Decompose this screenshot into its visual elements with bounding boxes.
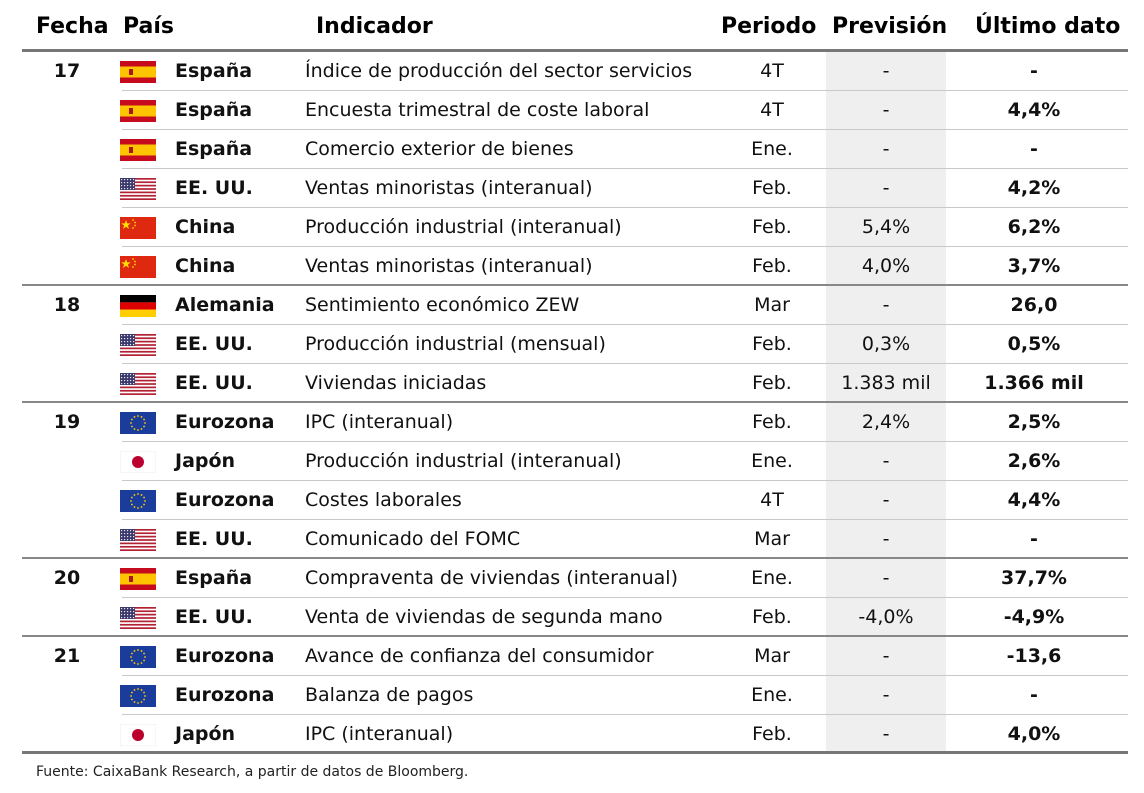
table-header xyxy=(0,0,1144,50)
cell-fecha xyxy=(34,676,100,715)
cell-prevision: - xyxy=(882,177,890,199)
cell-pais: Eurozona xyxy=(175,489,275,511)
cell-ultimo-dato: 4,4% xyxy=(1007,99,1061,121)
eu-flag-icon xyxy=(120,412,156,434)
cell-periodo: Ene. xyxy=(751,684,793,706)
cell-prevision: 1.383 mil xyxy=(841,372,931,394)
cell-prevision: - xyxy=(882,138,890,160)
cell-prevision: 0,3% xyxy=(861,333,911,355)
cell-indicador: Avance de confianza del consumidor xyxy=(305,645,654,667)
header-indicador: Indicador xyxy=(316,14,433,39)
cell-indicador: Comunicado del FOMC xyxy=(305,528,521,550)
cell-indicador: Índice de producción del sector servicios xyxy=(305,60,693,82)
cell-periodo: Feb. xyxy=(752,216,792,238)
table-row xyxy=(22,481,1128,520)
cell-periodo: Mar xyxy=(754,528,790,550)
spain-flag-icon xyxy=(120,139,156,161)
china-flag-icon xyxy=(120,217,156,239)
cell-ultimo-dato: 26,0 xyxy=(1010,294,1058,316)
cell-prevision: - xyxy=(882,489,890,511)
cell-fecha xyxy=(34,442,100,481)
cell-periodo: 4T xyxy=(760,99,784,121)
cell-fecha: 18 xyxy=(53,294,81,316)
cell-pais: China xyxy=(175,216,236,238)
cell-periodo: Mar xyxy=(754,294,790,316)
cell-prevision: - xyxy=(882,567,890,589)
spain-flag-icon xyxy=(120,61,156,83)
cell-indicador: Ventas minoristas (interanual) xyxy=(305,177,593,199)
cell-ultimo-dato: - xyxy=(1030,138,1038,160)
cell-pais: España xyxy=(175,99,253,121)
usa-flag-icon xyxy=(120,373,156,395)
cell-indicador: Producción industrial (interanual) xyxy=(305,450,622,472)
cell-periodo: Ene. xyxy=(751,138,793,160)
header-pais: País xyxy=(123,14,175,39)
cell-fecha xyxy=(34,520,100,559)
spain-flag-icon xyxy=(120,568,156,590)
cell-periodo: Feb. xyxy=(752,606,792,628)
cell-pais: Eurozona xyxy=(175,684,275,706)
cell-ultimo-dato: 0,5% xyxy=(1007,333,1061,355)
cell-fecha xyxy=(34,715,100,754)
cell-indicador: Venta de viviendas de segunda mano xyxy=(305,606,663,628)
cell-indicador: Sentimiento económico ZEW xyxy=(305,294,580,316)
cell-fecha xyxy=(34,598,100,637)
cell-indicador: Encuesta trimestral de coste laboral xyxy=(305,99,650,121)
cell-fecha xyxy=(34,169,100,208)
cell-prevision: -4,0% xyxy=(858,606,914,628)
cell-indicador: IPC (interanual) xyxy=(305,723,454,745)
source-footnote: Fuente: CaixaBank Research, a partir de datos de Bloomberg. xyxy=(36,764,469,780)
cell-prevision: - xyxy=(882,528,890,550)
cell-fecha: 17 xyxy=(53,60,81,82)
cell-pais: EE. UU. xyxy=(175,333,253,355)
cell-prevision: - xyxy=(882,294,890,316)
cell-prevision: - xyxy=(882,645,890,667)
cell-fecha xyxy=(34,91,100,130)
cell-ultimo-dato: 4,0% xyxy=(1007,723,1061,745)
cell-periodo: 4T xyxy=(760,60,784,82)
cell-periodo: Feb. xyxy=(752,372,792,394)
cell-indicador: Viviendas iniciadas xyxy=(305,372,487,394)
header-ultimo-dato: Último dato xyxy=(975,14,1121,39)
cell-indicador: IPC (interanual) xyxy=(305,411,454,433)
cell-fecha: 20 xyxy=(53,567,81,589)
cell-indicador: Comercio exterior de bienes xyxy=(305,138,574,160)
cell-prevision: 4,0% xyxy=(861,255,911,277)
cell-periodo: Feb. xyxy=(752,411,792,433)
cell-prevision: - xyxy=(882,684,890,706)
table-row xyxy=(22,403,1128,442)
cell-fecha xyxy=(34,130,100,169)
china-flag-icon xyxy=(120,256,156,278)
table-row xyxy=(22,91,1128,130)
cell-indicador: Balanza de pagos xyxy=(305,684,474,706)
table-row xyxy=(22,130,1128,169)
table-row xyxy=(22,364,1128,403)
cell-pais: España xyxy=(175,567,253,589)
cell-ultimo-dato: 37,7% xyxy=(1001,567,1067,589)
cell-fecha: 21 xyxy=(53,645,81,667)
cell-pais: China xyxy=(175,255,236,277)
cell-prevision: - xyxy=(882,723,890,745)
cell-ultimo-dato: - xyxy=(1030,528,1038,550)
row-separator xyxy=(22,751,1128,754)
cell-fecha xyxy=(34,481,100,520)
cell-periodo: Ene. xyxy=(751,567,793,589)
usa-flag-icon xyxy=(120,529,156,551)
cell-fecha xyxy=(34,364,100,403)
table-row xyxy=(22,52,1128,91)
spain-flag-icon xyxy=(120,100,156,122)
cell-periodo: Ene. xyxy=(751,450,793,472)
cell-ultimo-dato: 4,2% xyxy=(1007,177,1061,199)
cell-periodo: Feb. xyxy=(752,723,792,745)
cell-pais: EE. UU. xyxy=(175,606,253,628)
germany-flag-icon xyxy=(120,295,156,317)
cell-ultimo-dato: 6,2% xyxy=(1007,216,1061,238)
cell-pais: Japón xyxy=(175,723,236,745)
cell-prevision: - xyxy=(882,99,890,121)
cell-periodo: Feb. xyxy=(752,333,792,355)
cell-ultimo-dato: 3,7% xyxy=(1007,255,1061,277)
table-row xyxy=(22,715,1128,754)
cell-periodo: Feb. xyxy=(752,255,792,277)
cell-indicador: Producción industrial (interanual) xyxy=(305,216,622,238)
cell-fecha xyxy=(34,247,100,286)
cell-pais: Eurozona xyxy=(175,645,275,667)
header-periodo: Periodo xyxy=(721,14,817,39)
cell-ultimo-dato: - xyxy=(1030,684,1038,706)
cell-pais: EE. UU. xyxy=(175,372,253,394)
table-row xyxy=(22,169,1128,208)
cell-prevision: 2,4% xyxy=(861,411,911,433)
cell-ultimo-dato: -13,6 xyxy=(1006,645,1062,667)
cell-ultimo-dato: 2,6% xyxy=(1007,450,1061,472)
usa-flag-icon xyxy=(120,607,156,629)
eu-flag-icon xyxy=(120,490,156,512)
table-row xyxy=(22,208,1128,247)
table-row xyxy=(22,598,1128,637)
cell-indicador: Ventas minoristas (interanual) xyxy=(305,255,593,277)
cell-fecha: 19 xyxy=(53,411,81,433)
cell-prevision: - xyxy=(882,60,890,82)
cell-pais: Eurozona xyxy=(175,411,275,433)
cell-ultimo-dato: 1.366 mil xyxy=(984,372,1084,394)
cell-pais: EE. UU. xyxy=(175,177,253,199)
header-prevision: Previsión xyxy=(832,14,948,39)
cell-pais: España xyxy=(175,60,253,82)
cell-ultimo-dato: 2,5% xyxy=(1007,411,1061,433)
table-row xyxy=(22,442,1128,481)
cell-indicador: Producción industrial (mensual) xyxy=(305,333,606,355)
cell-pais: Japón xyxy=(175,450,236,472)
usa-flag-icon xyxy=(120,178,156,200)
table-row xyxy=(22,676,1128,715)
japan-flag-icon xyxy=(120,451,156,473)
cell-pais: Alemania xyxy=(175,294,275,316)
cell-ultimo-dato: - xyxy=(1030,60,1038,82)
cell-indicador: Costes laborales xyxy=(305,489,462,511)
header-fecha: Fecha xyxy=(36,14,109,39)
cell-prevision: - xyxy=(882,450,890,472)
cell-periodo: Feb. xyxy=(752,177,792,199)
cell-ultimo-dato: 4,4% xyxy=(1007,489,1061,511)
cell-indicador: Compraventa de viviendas (interanual) xyxy=(305,567,678,589)
eu-flag-icon xyxy=(120,646,156,668)
table-row xyxy=(22,520,1128,559)
table-row xyxy=(22,559,1128,598)
eu-flag-icon xyxy=(120,685,156,707)
cell-periodo: Mar xyxy=(754,645,790,667)
table-row xyxy=(22,325,1128,364)
cell-periodo: 4T xyxy=(760,489,784,511)
cell-pais: EE. UU. xyxy=(175,528,253,550)
table-row xyxy=(22,286,1128,325)
cell-ultimo-dato: -4,9% xyxy=(1003,606,1065,628)
table-row xyxy=(22,637,1128,676)
cell-fecha xyxy=(34,208,100,247)
cell-prevision: 5,4% xyxy=(861,216,911,238)
cell-pais: España xyxy=(175,138,253,160)
japan-flag-icon xyxy=(120,724,156,746)
cell-fecha xyxy=(34,325,100,364)
table-row xyxy=(22,247,1128,286)
usa-flag-icon xyxy=(120,334,156,356)
